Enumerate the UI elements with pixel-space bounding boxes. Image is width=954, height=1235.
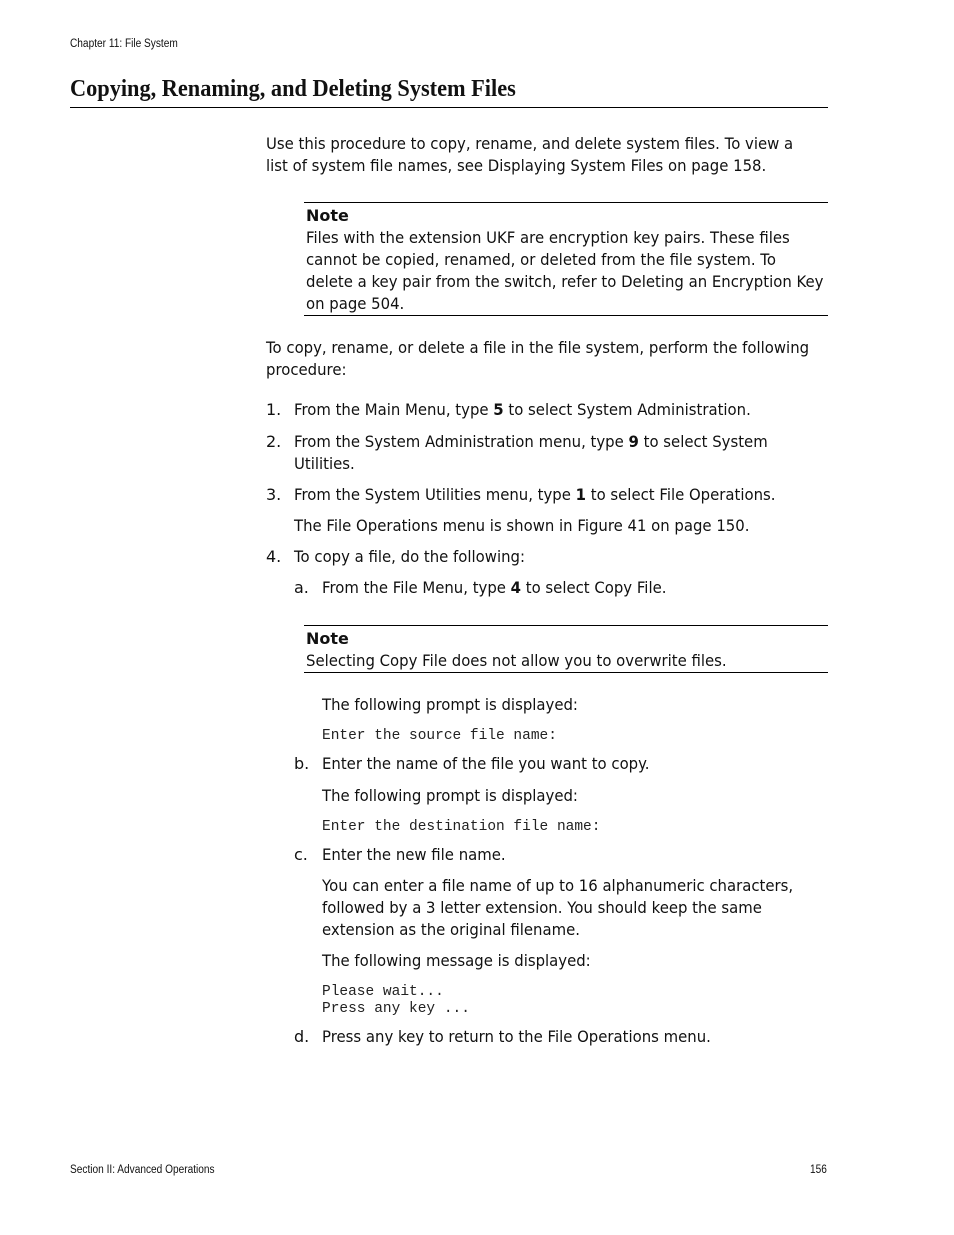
intro-paragraph — [266, 133, 833, 177]
note-label: Note — [306, 629, 349, 648]
prompt-text-a: The following prompt is displayed: — [322, 695, 578, 714]
step-3: From the System Utilities menu, type 1 to select File Operations. — [294, 485, 776, 504]
note1-line-1: Files with the extension UKF are encryption key pairs. These files — [306, 228, 790, 247]
step-1: From the Main Menu, type 5 to select System Administration. — [294, 400, 751, 419]
message-text-c: The following message is displayed: — [322, 951, 591, 970]
substep-label-d: d. — [294, 1027, 310, 1046]
step-number-3: 3. — [266, 485, 282, 504]
code-press-any-key: Press any key ... — [322, 1001, 470, 1017]
step-4: To copy a file, do the following: — [294, 547, 525, 566]
step-number-2: 2. — [266, 432, 282, 451]
prompt-text-b: The following prompt is displayed: — [322, 786, 578, 805]
substep-label-a: a. — [294, 578, 309, 597]
key-9: 9 — [628, 432, 639, 451]
footer-section: Section II: Advanced Operations — [70, 1164, 215, 1176]
note-label: Note — [306, 206, 349, 225]
page-number: 156 — [810, 1164, 827, 1176]
code-please-wait: Please wait... — [322, 984, 444, 1000]
step-number-1: 1. — [266, 400, 282, 419]
key-1: 1 — [575, 485, 587, 504]
note-box-2 — [304, 625, 828, 673]
procedure-intro — [266, 337, 850, 381]
procedure-intro-line-1: To copy, rename, or delete a file in the file system, perform the following — [266, 338, 810, 357]
note1-line-4: on page 504. — [306, 294, 405, 313]
substep-d: Press any key to return to the File Operations menu. — [322, 1027, 711, 1046]
note1-line-2: cannot be copied, renamed, or deleted from the file system. To — [306, 250, 776, 269]
substep-b: Enter the name of the file you want to copy. — [322, 754, 650, 773]
intro-line-2: list of system file names, see Displaying System Files on page 158. — [266, 156, 767, 175]
note1-line-3: delete a key pair from the switch, refer to Deleting an Encryption Key — [306, 272, 824, 291]
procedure-intro-line-2: procedure: — [266, 360, 347, 379]
key-4: 4 — [510, 578, 522, 597]
step-3-result: The File Operations menu is shown in Figure 41 on page 150. — [294, 516, 750, 535]
substep-label-b: b. — [294, 754, 310, 773]
step-2: From the System Administration menu, type 9 to select System Utilities. — [294, 432, 768, 473]
intro-line-1: Use this procedure to copy, rename, and delete system files. To view a — [266, 134, 794, 153]
key-5: 5 — [493, 400, 504, 419]
code-message — [322, 984, 470, 1018]
substep-label-c: c. — [294, 845, 308, 864]
note2-line-1: Selecting Copy File does not allow you to overwrite files. — [306, 651, 727, 670]
section-title: Copying, Renaming, and Deleting System Files — [70, 76, 828, 108]
substep-c: Enter the new file name. — [322, 845, 506, 864]
substep-a: From the File Menu, type 4 to select Copy File. — [322, 578, 667, 597]
note-box-1 — [304, 202, 828, 316]
running-header: Chapter 11: File System — [70, 38, 178, 50]
code-destination-prompt: Enter the destination file name: — [322, 819, 601, 835]
filename-info: You can enter a file name of up to 16 alphanumeric characters, followed by a 3 letter extension. You should keep the same extension as the original filename. — [322, 876, 794, 939]
step-number-4: 4. — [266, 547, 282, 566]
code-source-prompt: Enter the source file name: — [322, 728, 557, 744]
